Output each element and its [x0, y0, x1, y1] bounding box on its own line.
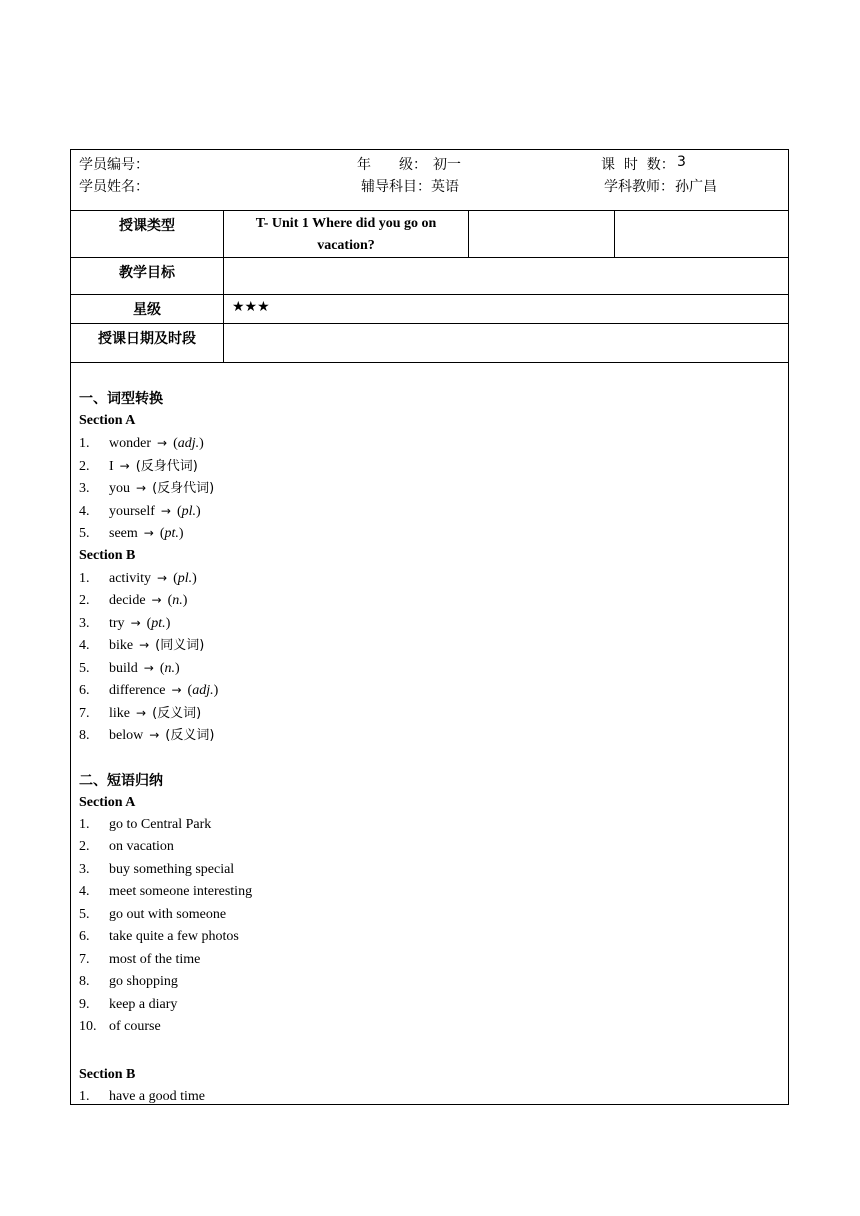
item-number: 2. [79, 839, 90, 854]
arrow-icon: → [136, 481, 147, 495]
teacher-label: 学科教师： [604, 179, 674, 195]
word-item [79, 589, 780, 612]
subject-value: 英语 [431, 179, 459, 195]
item-hint: (n.) [167, 593, 188, 608]
arrow-icon: → [130, 615, 141, 630]
item-hint: (pl.) [176, 503, 201, 519]
part2-section-b-title: Section B [79, 1066, 136, 1082]
phrase-item [79, 994, 780, 1017]
item-word: like [109, 705, 130, 721]
hours-value: 3 [677, 154, 686, 170]
hours-label: 课 时 数： [601, 157, 675, 173]
goal-label: 教学目标 [71, 258, 224, 295]
lesson-sheet [70, 149, 789, 1105]
student-name-label: 学员姓名： [79, 179, 149, 195]
date-value [224, 324, 789, 363]
item-number: 6. [79, 683, 90, 698]
lesson-type-line2: vacation? [317, 238, 375, 253]
arrow-icon: → [157, 436, 168, 450]
item-word: decide [109, 593, 146, 608]
worksheet-content [79, 388, 780, 1108]
date-label: 授课日期及时段 [71, 324, 224, 363]
item-number: 3. [79, 481, 90, 496]
item-phrase: on vacation [109, 839, 174, 854]
item-hint: (反义词) [152, 705, 202, 721]
item-word: seem [109, 526, 138, 541]
goal-value [224, 258, 789, 295]
phrase-item [79, 926, 780, 949]
arrow-icon: → [136, 705, 147, 720]
lesson-type-row [71, 211, 788, 258]
student-id-label: 学员编号： [79, 157, 149, 173]
phrase-item [79, 836, 780, 859]
header-row-1 [79, 154, 780, 174]
arrow-icon: → [143, 526, 154, 540]
item-hint: (同义词) [155, 638, 205, 653]
item-number: 1. [79, 1088, 90, 1104]
item-hint: (反身代词) [135, 458, 198, 474]
item-number: 8. [79, 728, 90, 743]
item-hint: (反身代词) [152, 481, 215, 496]
phrase-item [79, 859, 780, 882]
item-phrase: most of the time [109, 951, 201, 967]
item-number: 4. [79, 503, 90, 519]
part1-section-a-list [79, 432, 780, 545]
spacer [79, 747, 780, 770]
grade-label: 年 级： [357, 157, 427, 173]
item-number: 8. [79, 974, 90, 989]
item-number: 2. [79, 593, 90, 608]
part2-section-a-list [79, 814, 780, 1039]
arrow-icon: → [157, 570, 168, 585]
item-word: build [109, 660, 138, 676]
part1-title: 一、词型转换 [79, 391, 163, 407]
phrase-item [79, 904, 780, 927]
item-phrase: of course [109, 1019, 161, 1034]
item-hint: (adj.) [187, 683, 219, 698]
item-phrase: take quite a few photos [109, 929, 239, 944]
phrase-item [79, 1016, 780, 1039]
part2-section-b-list [79, 1086, 780, 1109]
subject-label: 辅导科目： [361, 179, 431, 195]
phrase-item [79, 881, 780, 904]
grade-value: 初一 [433, 157, 461, 173]
item-word: you [109, 481, 130, 496]
item-number: 4. [79, 884, 90, 899]
item-hint: (pt.) [146, 615, 171, 631]
arrow-icon: → [149, 728, 160, 742]
teacher-value: 孙广昌 [675, 179, 717, 195]
phrase-item [79, 949, 780, 972]
arrow-icon: → [151, 593, 162, 607]
item-number: 1. [79, 570, 90, 586]
blank-cell-2 [615, 211, 789, 258]
phrase-item [79, 971, 780, 994]
item-number: 3. [79, 615, 90, 631]
item-number: 3. [79, 861, 90, 877]
item-phrase: buy something special [109, 861, 235, 877]
item-number: 7. [79, 705, 90, 721]
word-item [79, 477, 780, 500]
spacer [79, 1039, 780, 1064]
arrow-icon: → [119, 458, 130, 473]
word-item [79, 679, 780, 702]
arrow-icon: → [139, 638, 150, 652]
item-word: bike [109, 638, 134, 653]
word-item [79, 634, 780, 657]
goal-row [71, 258, 788, 295]
word-item [79, 432, 780, 455]
arrow-icon: → [171, 683, 182, 697]
item-word: wonder [109, 436, 151, 451]
level-stars: ★★★ [224, 295, 789, 324]
item-number: 5. [79, 526, 90, 541]
word-item [79, 724, 780, 747]
item-number: 5. [79, 906, 90, 922]
item-phrase: go to Central Park [109, 816, 212, 832]
word-item [79, 500, 780, 523]
item-phrase: have a good time [109, 1088, 206, 1104]
date-row [71, 324, 788, 363]
item-hint: (反义词) [165, 728, 215, 743]
item-word: try [109, 615, 125, 631]
item-word: yourself [109, 503, 155, 519]
item-word: below [109, 728, 144, 743]
item-number: 6. [79, 929, 90, 944]
item-hint: (pl.) [173, 570, 197, 586]
part1-section-a-title: Section A [79, 413, 136, 428]
arrow-icon: → [160, 503, 171, 518]
part2-section-a-title: Section A [79, 794, 136, 810]
item-hint: (pt.) [159, 526, 184, 541]
item-word: difference [109, 683, 166, 698]
level-row [71, 295, 788, 324]
word-item [79, 612, 780, 635]
item-word: activity [109, 570, 151, 586]
word-item [79, 522, 780, 545]
item-phrase: go shopping [109, 974, 178, 989]
part1-section-b-list [79, 567, 780, 747]
item-hint: (n.) [159, 660, 180, 676]
part1-section-b-title: Section B [79, 547, 136, 563]
item-phrase: meet someone interesting [109, 884, 253, 899]
level-label: 星级 [71, 295, 224, 324]
item-number: 5. [79, 660, 90, 676]
item-number: 1. [79, 816, 90, 832]
header-row-2 [79, 176, 780, 196]
lesson-info-table [71, 211, 788, 363]
item-phrase: go out with someone [109, 906, 227, 922]
lesson-type-line1: T- Unit 1 Where did you go on [255, 216, 437, 231]
word-item [79, 567, 780, 590]
part2-title: 二、短语归纳 [79, 772, 163, 789]
arrow-icon: → [143, 660, 154, 675]
item-number: 2. [79, 458, 90, 474]
phrase-item [79, 1086, 780, 1109]
item-number: 4. [79, 638, 90, 653]
item-number: 10. [79, 1019, 97, 1034]
word-item [79, 455, 780, 478]
item-word: I [109, 458, 114, 474]
item-number: 7. [79, 951, 90, 967]
item-number: 1. [79, 436, 90, 451]
word-item [79, 657, 780, 680]
phrase-item [79, 814, 780, 837]
item-phrase: keep a diary [109, 996, 178, 1012]
lesson-type-label: 授课类型 [71, 211, 224, 258]
blank-cell-1 [469, 211, 615, 258]
lesson-type-value [224, 211, 469, 258]
item-number: 9. [79, 996, 90, 1012]
header-block [71, 150, 788, 211]
item-hint: (adj.) [173, 436, 204, 451]
word-item [79, 702, 780, 725]
